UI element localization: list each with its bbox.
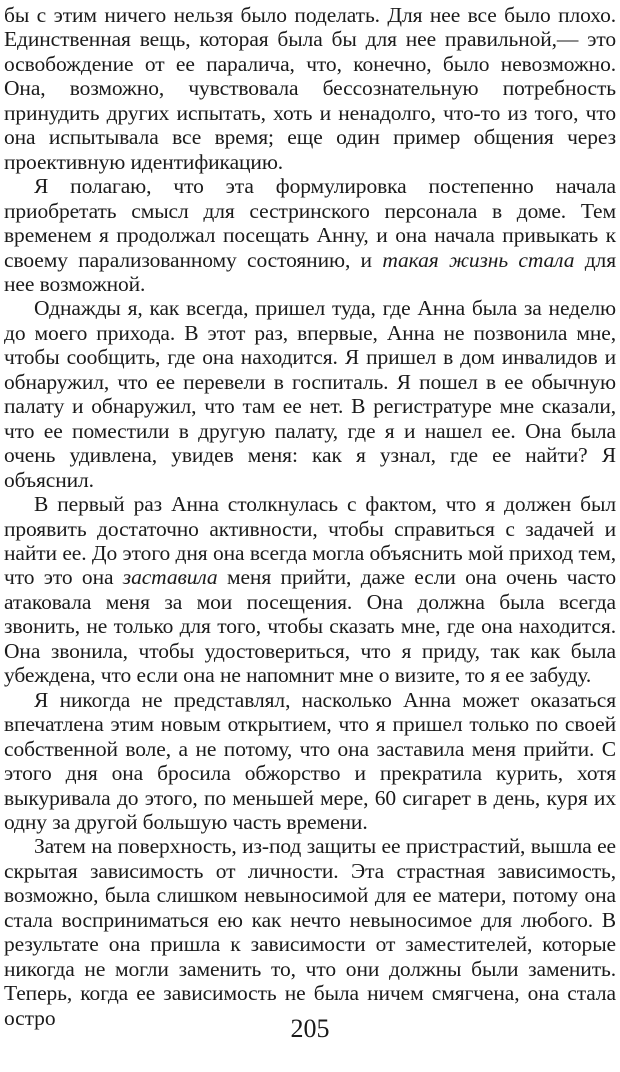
paragraph-4-text-b: меня прийти, даже если она очень часто атаковала меня за мои посещения. Она должна была всегда звонить, не только для того, чтобы сказать мне, где она находится. Она звонила, чтобы удостовериться, что я приду, так как была убеждена, что если она не напомнит мне о визите, то я ее забуду. (4, 565, 616, 688)
paragraph-6 (4, 834, 616, 1030)
paragraph-2-italic-phrase: такая жизнь стала (382, 247, 575, 272)
paragraph-3-text: Однажды я, как всегда, пришел туда, где Анна была за неделю до моего прихода. В этот раз, впервые, Анна не позвонила мне, чтобы сообщить, где она находится. Я пришел в дом инвалидов и обнаружил, что ее перевели в госпиталь. Я пошел в ее обычную палату и обнаружил, что там ее нет. В регистратуре мне сказали, что ее поместили в другую палату, где я и нашел ее. Она была очень удивлена, увидев меня: как я узнал, где ее найти? Я объяснил. (4, 296, 616, 492)
paragraph-2-text-a: Я полагаю, что эта формулировка постепенно начала приобретать смысл для сестринского персонала в доме. Тем временем я продолжал посещать Анну, и она начала привыкать к своему парализованному состоянию, и (4, 174, 616, 272)
paragraph-4-text-a: В первый раз Анна столкнулась с фактом, что я должен был проявить достаточно активности, чтобы справиться с задачей и найти ее. До этого дня она всегда могла объяснить мой приход тем, что это она (4, 492, 616, 590)
paragraph-4-italic-word: заставила (122, 565, 218, 590)
paragraph-3 (4, 296, 616, 492)
paragraph-6-text: Затем на поверхность, из-под защиты ее пристрастий, вышла ее скрытая зависимость от личности. Эта страстная зависимость, возможно, была слишком невыносимой для ее матери, потому она стала восприниматься ею как нечто невыносимое для любого. В результате она пришла к зависимости от заместителей, которые никогда не могли заменить то, что они должны были заменить. Теперь, когда ее зависимость не была ничем смягчена, она стала остро (4, 834, 616, 1030)
paragraph-2 (4, 174, 616, 296)
paragraph-1-text: бы с этим ничего нельзя было поделать. Для нее все было плохо. Единственная вещь, которая была бы для нее правильной,— это освобождение от ее паралича, что, конечно, было невозможно. Она, возможно, чувствовала бессознательную потребность принудить других испытать, хоть и ненадолго, что-то из того, что она испытывала все время; еще один пример общения через проективную идентификацию. (4, 3, 616, 174)
page-number: 205 (290, 1014, 330, 1043)
paragraph-1 (4, 3, 616, 174)
paragraph-5 (4, 688, 616, 835)
paragraph-5-text: Я никогда не представлял, насколько Анна может оказаться впечатлена этим новым открытием, что я пришел только по своей собственной воле, а не потому, что она заставила меня прийти. С этого дня она бросила обжорство и прекратила курить, хотя выкуривала до этого, по меньшей мере, 60 сигарет в день, куря их одну за другой большую часть времени. (4, 687, 616, 834)
paragraph-2-text-b: для нее возможной. (4, 247, 616, 296)
paragraph-4 (4, 492, 616, 688)
